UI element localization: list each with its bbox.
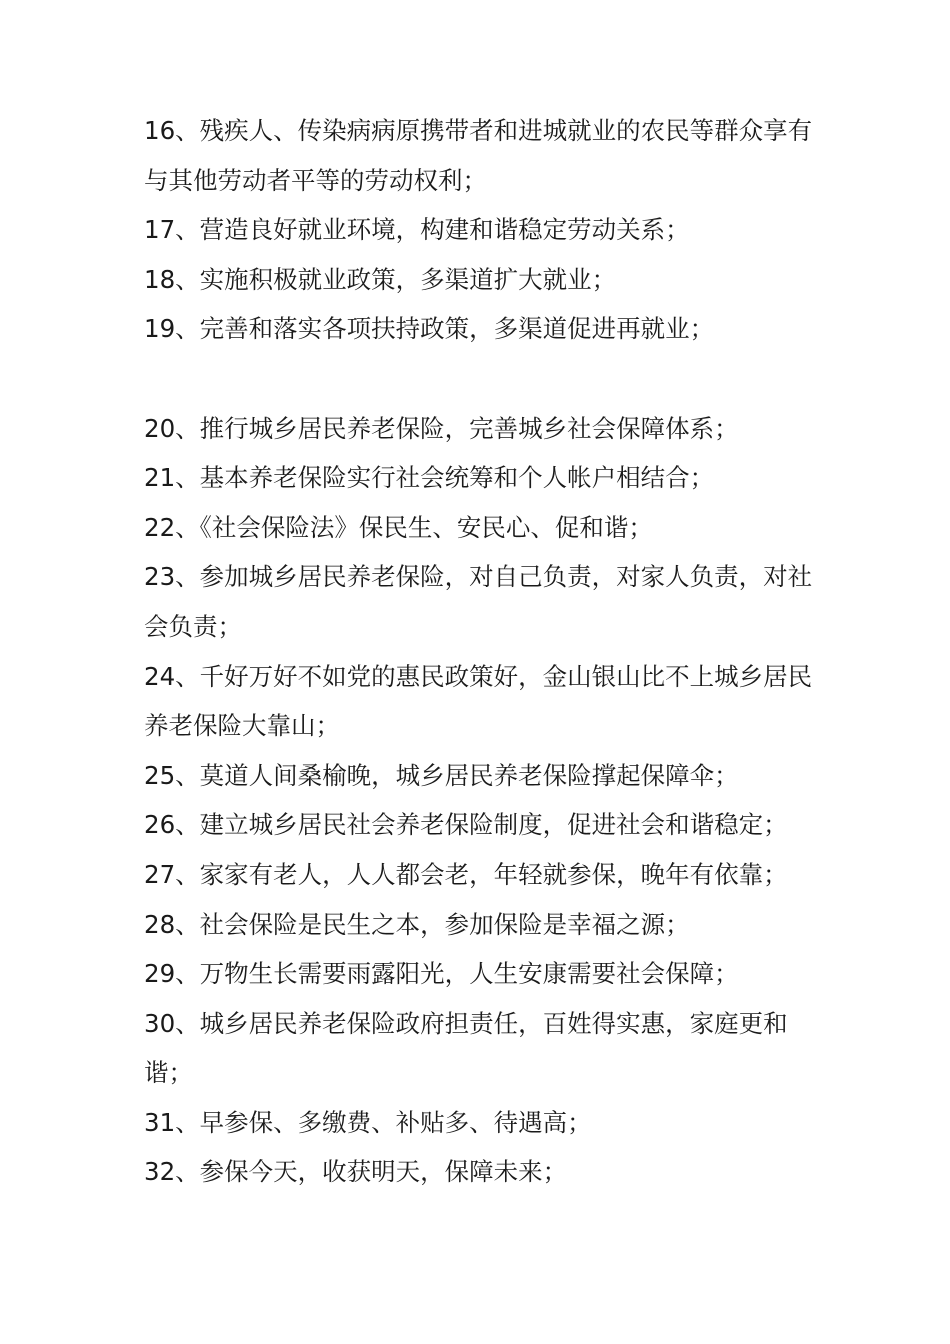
document-body [144,106,814,1197]
list-item: 29、万物生长需要雨露阳光，人生安康需要社会保障； [144,959,739,989]
list-item: 24、千好万好不如党的惠民政策好，金山银山比不上城乡居民养老保险大靠山； [144,661,813,741]
list-item: 17、营造良好就业环境，构建和谐稳定劳动关系； [144,215,690,245]
list-item: 18、实施积极就业政策，多渠道扩大就业； [144,264,617,294]
list-item: 16、残疾人、传染病病原携带者和进城就业的农民等群众享有与其他劳动者平等的劳动权利； [144,116,813,195]
list-item: 21、基本养老保险实行社会统筹和个人帐户相结合； [144,463,715,493]
list-item: 32、参保今天，收获明天，保障未来； [144,1157,568,1187]
list-item: 19、完善和落实各项扶持政策，多渠道促进再就业； [144,314,715,344]
list-item: 30、城乡居民养老保险政府担责任，百姓得实惠，家庭更和谐； [144,1008,788,1088]
list-item: 22、《社会保险法》保民生、安民心、促和谐； [144,512,653,542]
list-item: 26、建立城乡居民社会养老保险制度，促进社会和谐稳定； [144,810,788,840]
list-item: 20、推行城乡居民养老保险，完善城乡社会保障体系； [144,413,739,443]
list-item: 27、家家有老人，人人都会老，年轻就参保，晚年有依靠； [144,859,788,889]
list-item: 28、社会保险是民生之本，参加保险是幸福之源； [144,909,690,939]
list-item: 25、莫道人间桑榆晚，城乡居民养老保险撑起保障伞； [144,760,739,790]
list-item: 23、参加城乡居民养老保险，对自己负责，对家人负责，对社会负责； [144,562,813,641]
list-item: 31、早参保、多缴费、补贴多、待遇高； [144,1107,592,1137]
